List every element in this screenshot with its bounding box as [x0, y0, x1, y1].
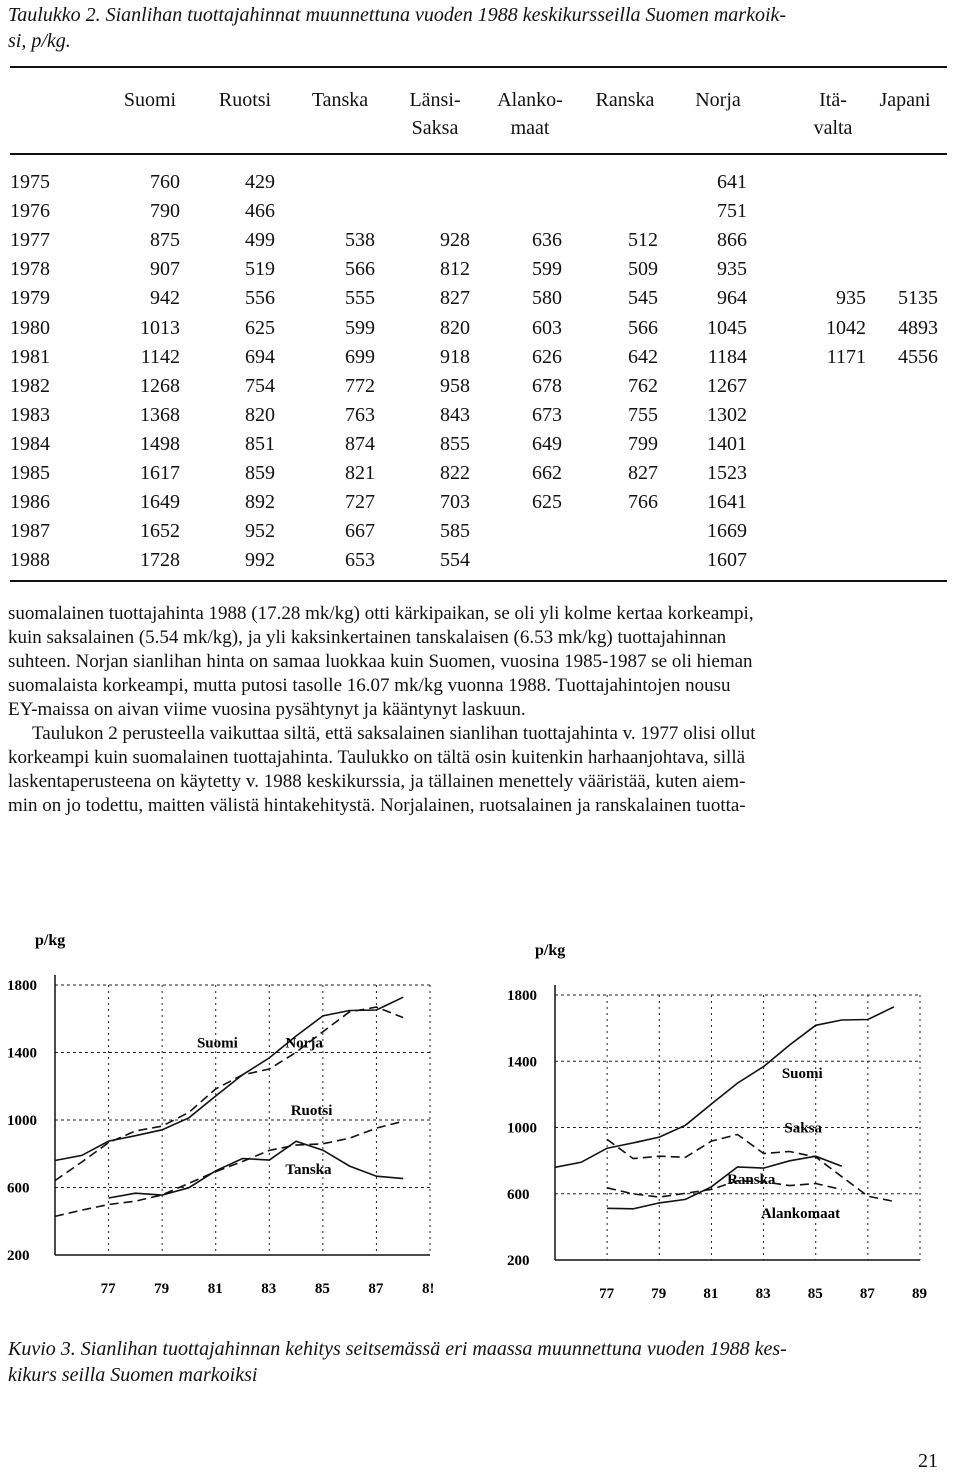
table-cell: 821: [345, 462, 375, 484]
y-tick-label: 1000: [507, 1120, 537, 1137]
figure-caption-line: kikurs seilla Suomen markoiksi: [8, 1364, 258, 1386]
table-cell: 603: [532, 316, 562, 339]
table-cell: 766: [628, 491, 658, 514]
table-cell: 4556: [898, 345, 938, 368]
x-tick-label: 8!: [422, 1281, 435, 1297]
body-line: EY-maissa on aivan viime vuosina pysähtynyt ja kääntynyt laskuun.: [8, 699, 526, 720]
table-cell: 1617: [140, 462, 180, 484]
table-row-year: 1976: [10, 200, 50, 223]
table-cell: 827: [440, 287, 470, 310]
table-cell: 952: [245, 520, 275, 543]
table-cell: 1171: [826, 345, 866, 368]
table-row-year: 1975: [10, 171, 50, 193]
series-label: Norja: [285, 1035, 323, 1052]
table-cell: 641: [717, 171, 747, 193]
chart-right: [480, 920, 950, 1310]
x-tick-label: 89: [912, 1286, 927, 1302]
table-cell: 874: [345, 432, 375, 455]
column-header: Japani: [879, 89, 931, 111]
table-row-year: 1987: [10, 520, 50, 543]
x-tick-label: 85: [314, 1281, 330, 1297]
body-line: Taulukon 2 perusteella vaikuttaa siltä, että saksalainen sianlihan tuottajahinta v. 1977 olisi ollut: [32, 723, 756, 744]
table-cell: 599: [345, 316, 375, 339]
table-cell: 1728: [140, 549, 180, 572]
table-cell: 555: [345, 287, 375, 310]
body-line: suomalaista korkeampi, mutta putosi tasolle 16.07 mk/kg vuonna 1988. Tuottajahintojen nousu: [8, 675, 731, 696]
column-header: Tanska: [311, 89, 369, 111]
y-tick-label: 1800: [507, 988, 537, 1004]
table-cell: 642: [628, 345, 658, 368]
series-label: Alankomaat: [760, 1205, 841, 1222]
column-header-line2: maat: [510, 117, 550, 139]
x-tick-label: 87: [368, 1281, 384, 1297]
table-cell: 1607: [707, 549, 747, 572]
table-cell: 754: [245, 374, 275, 397]
table-cell: 538: [345, 229, 375, 252]
table-cell: 566: [345, 258, 375, 281]
table-cell: 429: [245, 171, 275, 193]
table-top-rule: [10, 66, 947, 68]
table-row-year: 1982: [10, 374, 50, 397]
body-line: kuin saksalainen (5.54 mk/kg), ja yli kaksinkertainen tanskalaisen (6.53 mk/kg) tuottajahinnan: [8, 627, 727, 648]
table-cell: 703: [440, 491, 470, 514]
column-header: Suomi: [123, 89, 177, 111]
table-cell: 5135: [898, 287, 938, 310]
table-cell: 762: [628, 374, 658, 397]
table-cell: 545: [628, 287, 658, 310]
table-cell: 1042: [826, 316, 866, 339]
y-tick-label: 600: [7, 1180, 30, 1197]
series-line-tanska: [109, 1141, 404, 1198]
table-cell: 892: [245, 491, 275, 514]
x-tick-label: 77: [100, 1281, 116, 1297]
y-tick-label: 200: [7, 1248, 30, 1264]
table-cell: 636: [532, 229, 562, 252]
table-caption-line: si, p/kg.: [8, 30, 71, 52]
table-cell: 1184: [707, 345, 747, 368]
table-cell: 4893: [898, 316, 938, 339]
series-label: Suomi: [781, 1065, 823, 1082]
column-header: Ranska: [595, 89, 655, 111]
table-cell: 662: [532, 462, 562, 484]
table-cell: 772: [345, 374, 375, 397]
table-cell: 673: [532, 403, 562, 426]
table-cell: 760: [150, 171, 180, 193]
body-line: suomalainen tuottajahinta 1988 (17.28 mk/kg) otti kärkipaikan, se oli yli kolme kertaa korkeampi,: [8, 603, 754, 624]
table-cell: 678: [532, 374, 562, 397]
table-cell: 1649: [140, 491, 180, 514]
y-tick-label: 1400: [7, 1045, 37, 1062]
table-cell: 625: [245, 316, 275, 339]
series-label: Ranska: [727, 1171, 776, 1188]
table-cell: 566: [628, 316, 658, 339]
table-cell: 907: [150, 258, 180, 281]
y-tick-label: 1000: [7, 1113, 37, 1129]
table-cell: 499: [245, 229, 275, 252]
table-cell: 1268: [140, 374, 180, 397]
column-header-line2: valta: [813, 117, 853, 139]
column-header: Ruotsi: [218, 89, 272, 111]
series-line-suomi: [555, 1007, 894, 1167]
column-header: Norja: [695, 89, 741, 111]
table-bottom-rule: [10, 580, 947, 582]
table-row-year: 1988: [10, 549, 50, 572]
table-cell: 1669: [707, 520, 747, 543]
body-line: min on jo todettu, maitten välistä hintakehitystä. Norjalainen, ruotsalainen ja ranskalainen tuotta-: [8, 795, 746, 816]
body-line: suhteen. Norjan sianlihan hinta on samaa luokkaa kuin Suomen, vuosina 1985-1987 se oli hieman: [8, 651, 753, 672]
table-row-year: 1980: [10, 316, 50, 339]
table-header-rule: [10, 153, 947, 155]
table-cell: 1302: [707, 403, 747, 426]
table-cell: 1142: [140, 345, 180, 368]
column-header: Länsi-: [409, 89, 461, 111]
figure-caption: [8, 1336, 953, 1388]
figure-caption-line: Kuvio 3. Sianlihan tuottajahinnan kehitys seitsemässä eri maassa muunnettuna vuoden 1988 kes-: [8, 1338, 787, 1360]
table-cell: 992: [245, 549, 275, 572]
table-cell: 1368: [140, 403, 180, 426]
table-cell: 554: [440, 549, 470, 572]
table-cell: 964: [717, 287, 747, 310]
table-cell: 751: [717, 200, 747, 223]
series-line-suomi: [55, 997, 403, 1160]
table-cell: 1267: [707, 374, 747, 397]
x-tick-label: 79: [651, 1286, 667, 1302]
table-cell: 855: [440, 432, 470, 455]
series-label: Ruotsi: [290, 1102, 333, 1119]
body-line: laskentaperusteena on käytetty v. 1988 keskikurssia, ja tällainen menettely vääristää, kuten aiem-: [8, 771, 746, 792]
table-cell: 512: [628, 229, 658, 252]
x-tick-label: 87: [859, 1286, 875, 1302]
table-cell: 585: [440, 520, 470, 543]
series-line-ruotsi: [55, 1121, 403, 1216]
table-cell: 935: [836, 287, 866, 310]
table-cell: 799: [628, 432, 658, 455]
series-line-ranska: [607, 1156, 842, 1209]
table-row-year: 1979: [10, 287, 50, 310]
table-cell: 599: [532, 258, 562, 281]
table-cell: 649: [532, 432, 562, 455]
x-tick-label: 79: [154, 1281, 170, 1297]
table-row-year: 1983: [10, 403, 50, 426]
table-cell: 851: [245, 432, 275, 455]
table-cell: 928: [440, 229, 470, 252]
chart-unit-label: p/kg: [535, 942, 566, 959]
table-row-year: 1984: [10, 432, 50, 455]
table-cell: 509: [628, 258, 658, 281]
series-label: Suomi: [196, 1035, 238, 1052]
table-cell: 466: [245, 200, 275, 223]
series-line-norja: [55, 1007, 403, 1181]
table-cell: 875: [150, 229, 180, 252]
x-tick-label: 81: [703, 1286, 719, 1302]
table-cell: 812: [440, 258, 470, 281]
table-cell: 1013: [140, 316, 180, 339]
table-cell: 556: [245, 287, 275, 310]
table-cell: 1045: [707, 316, 747, 339]
page-number: 21: [918, 1450, 938, 1472]
table-cell: 859: [245, 462, 275, 484]
table-cell: 625: [532, 491, 562, 514]
y-tick-label: 200: [507, 1253, 530, 1269]
table-cell: 820: [245, 403, 275, 426]
table-cell: 699: [345, 345, 375, 368]
chart-left: [0, 920, 460, 1310]
table-cell: 918: [440, 345, 470, 368]
table-cell: 580: [532, 287, 562, 310]
column-header: Alanko-: [497, 89, 563, 111]
x-tick-label: 83: [261, 1281, 277, 1297]
x-tick-label: 85: [807, 1286, 823, 1302]
table-row-year: 1985: [10, 462, 50, 484]
table-cell: 843: [440, 403, 470, 426]
table-cell: 1523: [707, 462, 747, 484]
x-tick-label: 83: [755, 1286, 771, 1302]
chart-unit-label: p/kg: [35, 932, 66, 949]
body-text: [8, 602, 953, 818]
table-cell: 519: [245, 258, 275, 281]
column-header-line2: Saksa: [411, 117, 459, 139]
table-cell: 1498: [140, 432, 180, 455]
table-cell: 820: [440, 316, 470, 339]
x-tick-label: 81: [207, 1281, 223, 1297]
table-cell: 763: [345, 403, 375, 426]
table-cell: 790: [150, 200, 180, 223]
table-row-year: 1981: [10, 345, 50, 368]
table-caption: [8, 2, 953, 54]
table-cell: 626: [532, 345, 562, 368]
table-caption-line: Taulukko 2. Sianlihan tuottajahinnat muunnettuna vuoden 1988 keskikursseilla Suomen markoik-: [8, 4, 787, 26]
table-cell: 694: [245, 345, 275, 368]
series-label: Saksa: [784, 1120, 822, 1137]
table-cell: 1401: [707, 432, 747, 455]
table-cell: 1641: [707, 491, 747, 514]
table-cell: 942: [150, 287, 180, 310]
table-cell: 653: [345, 549, 375, 572]
table-cell: 827: [628, 462, 658, 484]
table-cell: 1652: [140, 520, 180, 543]
table-row-year: 1977: [10, 229, 50, 252]
table-cell: 727: [345, 491, 375, 514]
table-row-year: 1978: [10, 258, 50, 281]
body-line: korkeampi kuin suomalainen tuottajahinta. Taulukko on tältä osin kuitenkin harhaanjohtava, sillä: [8, 747, 746, 768]
column-header: Itä-: [819, 89, 847, 111]
table-cell: 667: [345, 520, 375, 543]
table-cell: 866: [717, 229, 747, 252]
series-label: Tanska: [285, 1162, 332, 1178]
table-cell: 935: [717, 258, 747, 281]
table-cell: 755: [628, 403, 658, 426]
x-tick-label: 77: [599, 1286, 615, 1302]
table-cell: 958: [440, 374, 470, 397]
table-cell: 822: [440, 462, 470, 484]
y-tick-label: 600: [507, 1186, 530, 1203]
table-row-year: 1986: [10, 491, 50, 514]
y-tick-label: 1400: [507, 1054, 537, 1071]
series-line-alankomaat: [607, 1181, 842, 1197]
y-tick-label: 1800: [7, 978, 37, 994]
